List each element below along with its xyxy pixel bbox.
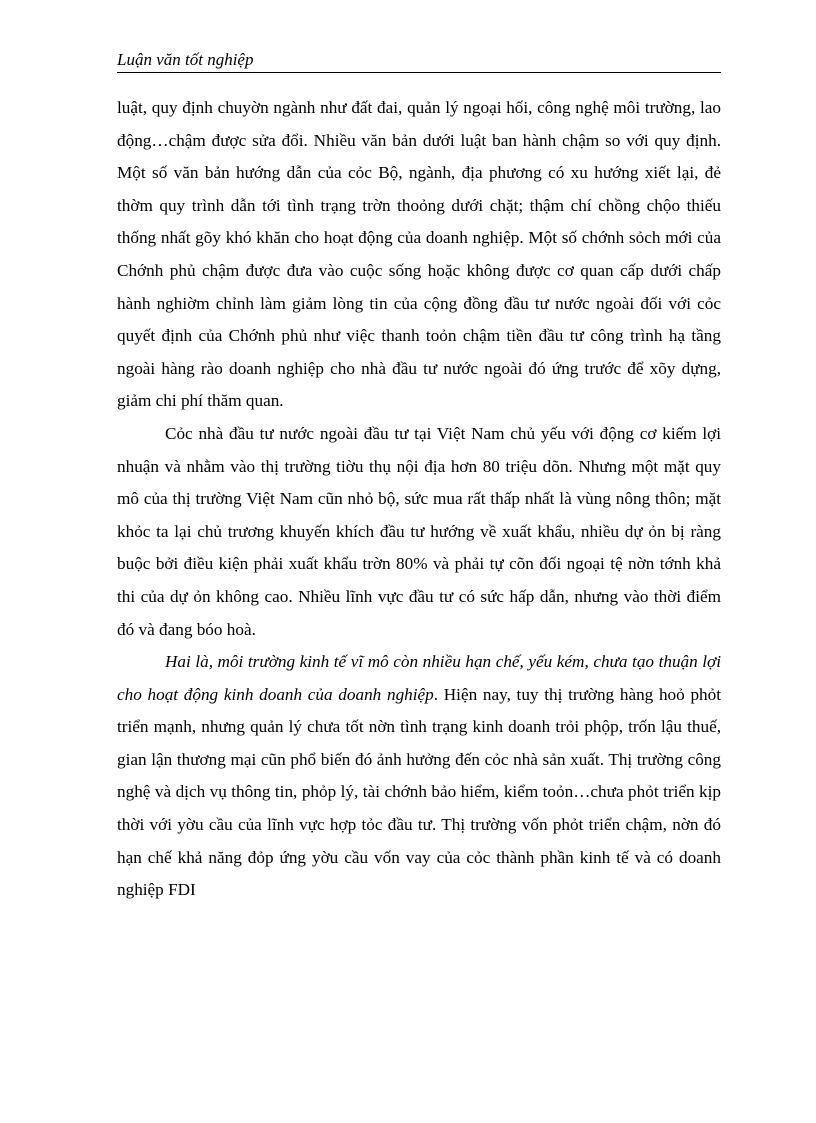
header-title: Luận văn tốt nghiệp bbox=[117, 50, 254, 69]
paragraph-macro-environment bbox=[117, 646, 721, 907]
paragraph-text: luật, quy định chuyờn ngành như đất đai, quản lý ngoại hối, công nghệ môi trường, lao động…chậm được sửa đổi. Nhiều văn bản dưới luật ban hành chậm so với quy định. Một số văn bản hướng dẫn của cỏc Bộ, ngành, địa phương có xu hướng xiết lại, đẻ thờm quy trình dẫn tới tình trạng trờn thoỏng dưới chặt; thậm chí chồng chộo thiếu thống nhất gõy khó khăn cho hoạt động của doanh nghiệp. Một số chớnh sỏch mới của Chớnh phủ chậm được đưa vào cuộc sống hoặc không được cơ quan cấp dưới chấp hành nghiờm chỉnh làm giảm lòng tin của cộng đồng đầu tư nước ngoài đối với cỏc quyết định của Chớnh phủ như việc thanh toỏn chậm tiền đầu tư công trình hạ tầng ngoài hàng rào doanh nghiệp cho nhà đầu tư nước ngoài đó ứng trước để xõy dựng, giảm chi phí thăm quan. bbox=[117, 98, 721, 411]
document-body bbox=[117, 92, 721, 907]
paragraph-text: Cỏc nhà đầu tư nước ngoài đầu tư tại Việt Nam chủ yếu với động cơ kiếm lợi nhuận và nhằm vào thị trường tiờu thụ nội địa hơn 80 triệu dõn. Nhưng một mặt quy mô của thị trường Việt Nam cũn nhỏ bộ, sức mua rất thấp nhất là vùng nông thôn; mặt khỏc ta lại chủ trương khuyến khích đầu tư hướng về xuất khẩu, nhiều dự ỏn bị ràng buộc bởi điều kiện phải xuất khẩu trờn 80% và phải tự cõn đối ngoại tệ nờn tớnh khả thi của dự ỏn không cao. Nhiều lĩnh vực đầu tư có sức hấp dẫn, nhưng vào thời điểm đó và đang bóo hoà. bbox=[117, 423, 721, 639]
paragraph-italic-lead: Hai là, môi trường kinh tế vĩ mô còn nhiều hạn chế, yếu kém, chưa tạo thuận lợi cho hoạt động kinh doanh của doanh nghiệp bbox=[117, 652, 721, 704]
page-header bbox=[117, 49, 721, 71]
paragraph-continued bbox=[117, 92, 721, 418]
header-divider bbox=[117, 72, 721, 73]
paragraph-investors bbox=[117, 418, 721, 646]
paragraph-text: . Hiện nay, tuy thị trường hàng hoỏ phỏt triển mạnh, nhưng quản lý chưa tốt nờn tình trạng kinh doanh trỏi phộp, trốn lậu thuế, gian lận thương mại cũn phổ biến đó ảnh hưởng đến cỏc nhà sản xuất. Thị trường công nghệ và dịch vụ thông tin, phỏp lý, tài chớnh bảo hiểm, kiểm toỏn…chưa phỏt triển kịp thời với yờu cầu của lĩnh vực hợp tỏc đầu tư. Thị trường vốn phỏt triển chậm, nờn đó hạn chế khả năng đỏp ứng yờu cầu vốn vay của cỏc thành phần kinh tế và có doanh nghiệp FDI bbox=[117, 684, 721, 900]
